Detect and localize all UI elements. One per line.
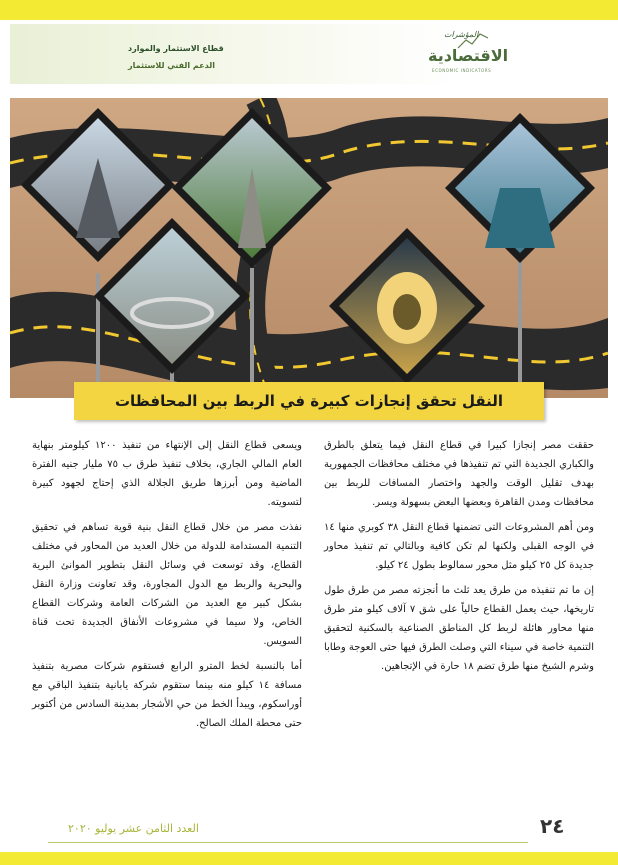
- issue-footer: العدد الثامن عشر يوليو ٢٠٢٠: [68, 822, 199, 835]
- economic-indicators-logo: [428, 28, 518, 82]
- logo-top-text: المؤشرات: [444, 30, 479, 39]
- footer-divider: [48, 842, 528, 843]
- page-number: ٢٤: [540, 814, 565, 838]
- hero-illustration: [10, 98, 608, 398]
- paragraph: نفذت مصر من خلال قطاع النقل بنية قوية تساهم في تحقيق التنمية المستدامة للدولة من خلال العديد من المحاور في مختلف القطاع، وقد توسعت في وسائل النقل بتطوير الموانئ البرية والبحرية والربط مع الدول المجاورة، وقد تعاونت وزارة النقل بشكل كبير مع العديد من الشركات العامة وشركات القطاع الخاص، ولا سيما في مشروعات الأنفاق الجديدة تحت قناة السويس.: [32, 522, 302, 647]
- paragraph: أما بالنسبة لخط المترو الرابع فستقوم شركات مصرية بتنفيذ مسافة ١٤ كيلو منه بينما ستقوم شركة يابانية بتنفيذ الباقي مع أوراسكوم، ويبدأ الخط من حي الأشجار بمدينة السادس من أكتوبر حتى محطة الملك الصالح.: [32, 661, 302, 729]
- department-line-1: قطاع الاستثمار والموارد: [128, 44, 224, 53]
- paragraph: ويسعى قطاع النقل إلى الإنتهاء من تنفيذ ١٢٠٠ كيلومتر بنهاية العام المالي الجاري، بخلاف تنفيذ طرق ب ٧٥ مليار جنيه الفترة الماضية ومن أبرزها طريق الجلالة الذي إحتاج لجهود كبيرة لتسويته.: [32, 440, 302, 508]
- department-line-2: الدعم الفني للاستثمار: [128, 61, 215, 70]
- top-accent-bar: [0, 0, 618, 20]
- article-title-banner: [74, 382, 544, 420]
- bottom-accent-bar: [0, 852, 618, 865]
- road-collage-image: [10, 98, 608, 398]
- paragraph: حققت مصر إنجازا كبيرا في قطاع النقل فيما يتعلق بالطرق والكباري الجديدة التي تم تنفيذها في مختلف محافظات الجمهورية بهدف تقليل الوقت والجهد واختصار المسافات للربط بين محافظات ومدن القاهرة وبعضها البعض بسهولة ويسر.: [324, 440, 594, 508]
- right-text-column: [324, 436, 594, 682]
- paragraph: إن ما تم تنفيذه من طرق يعد ثلث ما أنجزته مصر من طرق طول تاريخها، حيث يعمل القطاع حالياً على شق ٧ آلاف كيلو متر طرق منها محاور هائلة لربط كل المناطق الصناعية بالسكنية لتحقيق التنمية خاصة في سيناء التي وصلت الطرق فيها حتى العوجة وطابا وشرم الشيخ منها طرق تضم ١٨ حارة في الإتجاهين.: [324, 585, 594, 672]
- header-band: [10, 24, 608, 84]
- logo-sub-text: ECONOMIC INDICATORS: [432, 68, 492, 73]
- article-title: النقل تحقق إنجازات كبيرة في الربط بين المحافظات: [114, 392, 504, 410]
- logo-main-text: الاقتصادية: [428, 46, 509, 65]
- left-text-column: [32, 436, 302, 739]
- paragraph: ومن أهم المشروعات التى تضمنها قطاع النقل ٣٨ كوبري منها ١٤ في الوجه القبلى ولكنها لم تكن كافية وبالتالي تم تنفيذ محاور جديدة كل ٢٥ كيلو مثل محور سمالوط بطول ٢٤ كيلو.: [324, 522, 594, 571]
